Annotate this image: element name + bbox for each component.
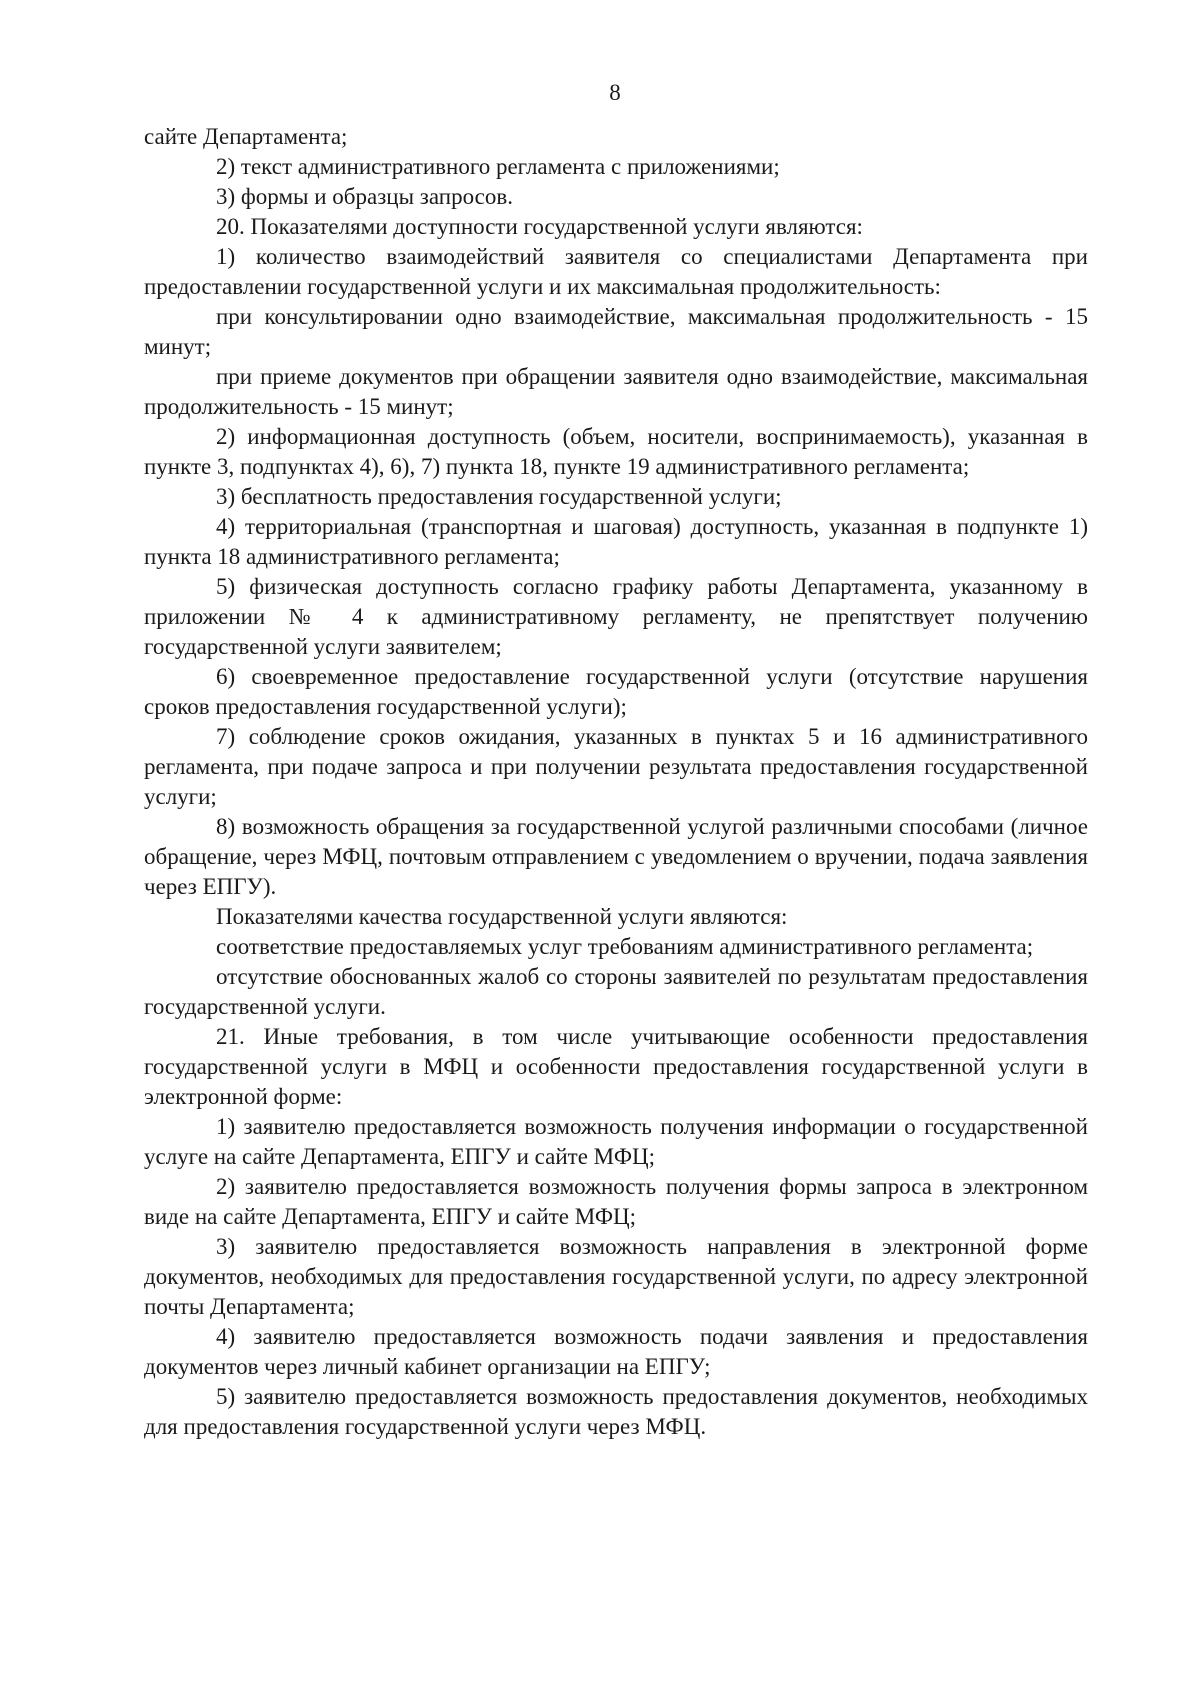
paragraph: 21. Иные требования, в том числе учитывающие особенности предоставления государственной услуги в МФЦ и особенности предоставления государственной услуги в электронной форме: — [144, 1024, 1088, 1109]
paragraph: при приеме документов при обращении заявителя одно взаимодействие, максимальная продолжительность - 15 минут; — [144, 364, 1088, 419]
paragraph: 1) количество взаимодействий заявителя со специалистами Департамента при предоставлении государственной услуги и их максимальная продолжительность: — [144, 244, 1088, 299]
paragraph: 7) соблюдение сроков ожидания, указанных в пунктах 5 и 16 административного регламента, при подаче запроса и при получении результата предоставления государственной услуги; — [144, 724, 1088, 809]
paragraph: 4) территориальная (транспортная и шаговая) доступность, указанная в подпункте 1) пункта 18 административного регламента; — [144, 514, 1088, 569]
paragraph: сайте Департамента; — [144, 124, 348, 149]
paragraph: 8) возможность обращения за государственной услугой различными способами (личное обращение, через МФЦ, почтовым отправлением с уведомлением о вручении, подача заявления через ЕПГУ). — [144, 814, 1088, 899]
paragraph: 3) бесплатность предоставления государственной услуги; — [216, 484, 782, 509]
document-body — [144, 122, 1088, 1442]
paragraph: 2) заявителю предоставляется возможность получения формы запроса в электронном виде на сайте Департамента, ЕПГУ и сайте МФЦ; — [144, 1174, 1088, 1229]
paragraph: 3) заявителю предоставляется возможность направления в электронной форме документов, необходимых для предоставления государственной услуги, по адресу электронной почты Департамента; — [144, 1234, 1088, 1319]
paragraph: 5) физическая доступность согласно графику работы Департамента, указанному в приложении № 4 к административному регламенту, не препятствует получению государственной услуги заявителем; — [144, 574, 1088, 659]
paragraph: 4) заявителю предоставляется возможность подачи заявления и предоставления документов через личный кабинет организации на ЕПГУ; — [144, 1324, 1088, 1379]
paragraph: Показателями качества государственной услуги являются: — [216, 904, 788, 929]
paragraph: 1) заявителю предоставляется возможность получения информации о государственной услуге на сайте Департамента, ЕПГУ и сайте МФЦ; — [144, 1114, 1088, 1169]
paragraph: 5) заявителю предоставляется возможность предоставления документов, необходимых для предоставления государственной услуги через МФЦ. — [144, 1384, 1088, 1439]
paragraph: 3) формы и образцы запросов. — [216, 184, 513, 209]
paragraph: при консультировании одно взаимодействие, максимальная продолжительность - 15 минут; — [144, 304, 1088, 359]
paragraph: 2) информационная доступность (объем, носители, воспринимаемость), указанная в пункте 3, подпунктах 4), 6), 7) пункта 18, пункте 19 административного регламента; — [144, 424, 1088, 479]
paragraph: 20. Показателями доступности государственной услуги являются: — [216, 214, 863, 239]
paragraph: отсутствие обоснованных жалоб со стороны заявителей по результатам предоставления государственной услуги. — [144, 964, 1088, 1019]
paragraph: 6) своевременное предоставление государственной услуги (отсутствие нарушения сроков предоставления государственной услуги); — [144, 664, 1088, 719]
paragraph: соответствие предоставляемых услуг требованиям административного регламента; — [216, 934, 1034, 959]
paragraph: 2) текст административного регламента с приложениями; — [216, 154, 780, 179]
page-number: 8 — [609, 80, 621, 105]
